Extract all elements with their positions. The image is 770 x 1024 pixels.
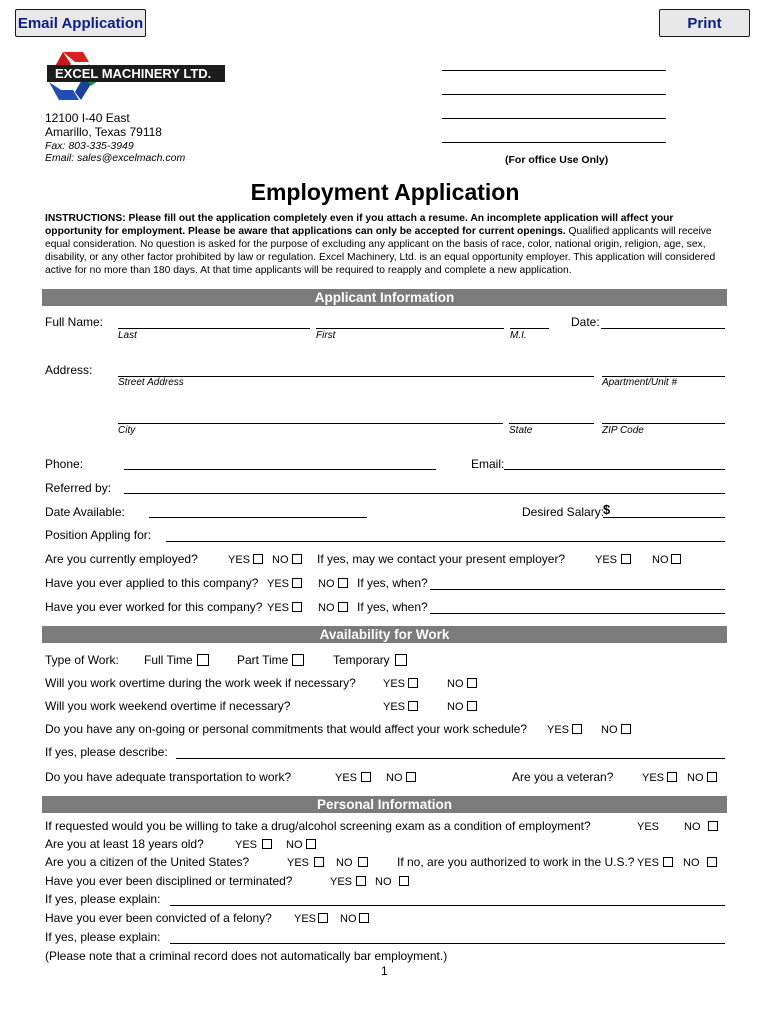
yes-label: YES: [294, 913, 317, 925]
no-label: NO: [318, 602, 335, 614]
company-address-line1: 12100 I-40 East: [45, 111, 130, 125]
veteran-yes-checkbox[interactable]: [667, 772, 677, 782]
office-use-line[interactable]: [442, 70, 666, 71]
q-felony: Have you ever been convicted of a felony?: [45, 911, 272, 925]
q-veteran: Are you a veteran?: [512, 770, 614, 784]
q-citizen: Are you a citizen of the United States?: [45, 855, 250, 869]
yes-label: YES: [335, 772, 358, 784]
no-label: NO: [272, 554, 289, 566]
q-currently-employed: Are you currently employed?: [45, 552, 198, 566]
worked-yes-checkbox[interactable]: [292, 602, 302, 612]
yes-label: YES: [228, 554, 251, 566]
yes-label: YES: [267, 602, 290, 614]
date-available-field[interactable]: [149, 517, 367, 518]
no-label: NO: [375, 876, 392, 888]
if-yes-explain-label: If yes, please explain:: [45, 930, 161, 944]
date-available-label: Date Available:: [45, 505, 125, 519]
no-label: NO: [683, 857, 700, 869]
desired-salary-label: Desired Salary:: [522, 505, 605, 519]
zip-caption: ZIP Code: [602, 425, 644, 436]
no-label: NO: [687, 772, 704, 784]
no-label: NO: [601, 724, 618, 736]
no-label: NO: [340, 913, 357, 925]
if-yes-describe-label: If yes, please describe:: [45, 745, 168, 759]
employed-yes-checkbox[interactable]: [253, 554, 263, 564]
section-header-applicant: Applicant Information: [42, 289, 727, 306]
position-field[interactable]: [166, 541, 725, 542]
if-yes-explain-label: If yes, please explain:: [45, 892, 161, 906]
apartment-caption: Apartment/Unit #: [602, 377, 678, 388]
applied-yes-checkbox[interactable]: [292, 578, 302, 588]
city-field[interactable]: [118, 423, 503, 424]
yes-label: YES: [235, 839, 258, 851]
transport-no-checkbox[interactable]: [406, 772, 416, 782]
no-label: NO: [684, 821, 701, 833]
yes-label: YES: [383, 678, 406, 690]
date-label: Date:: [571, 315, 600, 329]
instructions-bold: INSTRUCTIONS: Please fill out the application completely even if you attach a resume. An incomplete application will affect your opportunity for employment. Please be aware that applications can only be accepted for current openings.: [45, 213, 674, 237]
full-name-label: Full Name:: [45, 315, 104, 329]
q-age-18: Are you at least 18 years old?: [45, 837, 204, 851]
overtime-no-checkbox[interactable]: [467, 678, 477, 688]
last-name-field[interactable]: [118, 328, 310, 329]
if-yes-when-label: If yes, when?: [357, 600, 428, 614]
state-field[interactable]: [509, 423, 594, 424]
q-weekend-overtime: Will you work weekend overtime if necessary?: [45, 699, 291, 713]
applied-when-field[interactable]: [430, 589, 725, 590]
yes-label: YES: [383, 701, 406, 713]
office-use-line[interactable]: [442, 118, 666, 119]
type-of-work-label: Type of Work:: [45, 653, 119, 667]
age-yes-checkbox[interactable]: [262, 839, 272, 849]
criminal-record-note: (Please note that a criminal record does not automatically bar employment.): [45, 949, 448, 963]
instructions-text: Qualified applicants will receive equal consideration. No question is asked for the purpose of excluding any applicant on the basis of race, color, national origin, religion, age, sex, disability, or any other factor prohibited by law or regulation. Excel Machinery, Ltd. is an equal opportunity employer. This application will considered active for no more than 180 days. At that time applicants will be required to reapply and complete a new application.: [45, 226, 716, 276]
recycle-logo-icon: [45, 46, 227, 106]
referred-by-field[interactable]: [124, 493, 725, 494]
company-fax: Fax: 803-335-3949: [45, 140, 134, 152]
q-disciplined: Have you ever been disciplined or terminated?: [45, 874, 293, 888]
section-header-availability: Availability for Work: [42, 626, 727, 643]
contact-no-checkbox[interactable]: [671, 554, 681, 564]
company-email: Email: sales@excelmach.com: [45, 152, 186, 164]
position-label: Position Appling for:: [45, 528, 152, 542]
yes-label: YES: [287, 857, 310, 869]
company-logo: [45, 46, 227, 106]
email-application-button[interactable]: Email Application: [15, 9, 146, 37]
q-applied-before: Have you ever applied to this company?: [45, 576, 259, 590]
q-authorized: If no, are you authorized to work in the U.S.?: [397, 855, 635, 869]
felony-explain-field[interactable]: [170, 943, 725, 944]
disciplined-explain-field[interactable]: [170, 905, 725, 906]
part-time-checkbox[interactable]: [292, 654, 304, 666]
authorized-no-checkbox[interactable]: [707, 857, 717, 867]
temporary-label: Temporary: [333, 653, 390, 667]
q-transportation: Do you have adequate transportation to work?: [45, 770, 292, 784]
q-commitments: Do you have any on-going or personal commitments that would affect your work schedule?: [45, 722, 528, 736]
section-header-personal: Personal Information: [42, 796, 727, 813]
felony-no-checkbox[interactable]: [359, 913, 369, 923]
yes-label: YES: [637, 857, 660, 869]
last-name-caption: Last: [118, 330, 137, 341]
yes-label: YES: [637, 821, 660, 833]
full-time-label: Full Time: [144, 653, 193, 667]
yes-label: YES: [267, 578, 290, 590]
q-overtime: Will you work overtime during the work week if necessary?: [45, 676, 356, 690]
email-label: Email:: [471, 457, 505, 471]
yes-label: YES: [330, 876, 353, 888]
q-contact-employer: If yes, may we contact your present employer?: [317, 552, 566, 566]
weekend-yes-checkbox[interactable]: [408, 701, 418, 711]
disciplined-no-checkbox[interactable]: [399, 876, 409, 886]
yes-label: YES: [547, 724, 570, 736]
first-name-field[interactable]: [316, 328, 504, 329]
no-label: NO: [386, 772, 403, 784]
middle-initial-field[interactable]: [510, 328, 549, 329]
drug-no-checkbox[interactable]: [708, 821, 718, 831]
no-label: NO: [447, 701, 464, 713]
print-button[interactable]: Print: [659, 9, 750, 37]
authorized-yes-checkbox[interactable]: [663, 857, 673, 867]
email-field[interactable]: [504, 469, 725, 470]
date-field[interactable]: [601, 328, 725, 329]
applied-no-checkbox[interactable]: [338, 578, 348, 588]
no-label: NO: [336, 857, 353, 869]
svg-text:EXCEL MACHINERY LTD.: EXCEL MACHINERY LTD.: [55, 66, 212, 81]
citizen-yes-checkbox[interactable]: [314, 857, 324, 867]
city-caption: City: [118, 425, 136, 436]
address-label: Address:: [45, 363, 93, 377]
veteran-no-checkbox[interactable]: [707, 772, 717, 782]
page-title: Employment Application: [250, 179, 520, 205]
referred-by-label: Referred by:: [45, 481, 112, 495]
q-worked-before: Have you ever worked for this company?: [45, 600, 263, 614]
contact-yes-checkbox[interactable]: [621, 554, 631, 564]
citizen-no-checkbox[interactable]: [358, 857, 368, 867]
no-label: NO: [286, 839, 303, 851]
office-use-line[interactable]: [442, 94, 666, 95]
phone-field[interactable]: [124, 469, 436, 470]
no-label: NO: [652, 554, 669, 566]
worked-when-field[interactable]: [430, 613, 725, 614]
yes-label: YES: [642, 772, 665, 784]
yes-label: YES: [595, 554, 618, 566]
if-yes-when-label: If yes, when?: [357, 576, 428, 590]
street-address-field[interactable]: [118, 376, 594, 377]
company-address-line2: Amarillo, Texas 79118: [45, 125, 162, 139]
phone-label: Phone:: [45, 457, 84, 471]
desired-salary-field[interactable]: [603, 517, 725, 518]
full-time-checkbox[interactable]: [197, 654, 209, 666]
dollar-sign: $: [603, 502, 611, 517]
office-use-note: (For office Use Only): [505, 154, 609, 166]
transport-yes-checkbox[interactable]: [361, 772, 371, 782]
part-time-label: Part Time: [237, 653, 289, 667]
page-number: 1: [381, 964, 388, 978]
weekend-no-checkbox[interactable]: [467, 701, 477, 711]
no-label: NO: [318, 578, 335, 590]
commitments-no-checkbox[interactable]: [621, 724, 631, 734]
temporary-checkbox[interactable]: [395, 654, 407, 666]
employed-no-checkbox[interactable]: [292, 554, 302, 564]
street-address-caption: Street Address: [118, 377, 184, 388]
worked-no-checkbox[interactable]: [338, 602, 348, 612]
q-drug-screening: If requested would you be willing to take a drug/alcohol screening exam as a condition of employment?: [45, 819, 591, 833]
commitments-yes-checkbox[interactable]: [572, 724, 582, 734]
first-name-caption: First: [316, 330, 336, 341]
felony-yes-checkbox[interactable]: [318, 913, 328, 923]
office-use-line[interactable]: [442, 142, 666, 143]
disciplined-yes-checkbox[interactable]: [356, 876, 366, 886]
mi-caption: M.I.: [510, 330, 527, 341]
describe-field[interactable]: [176, 758, 725, 759]
state-caption: State: [509, 425, 533, 436]
instructions: [45, 212, 731, 277]
age-no-checkbox[interactable]: [306, 839, 316, 849]
no-label: NO: [447, 678, 464, 690]
zip-field[interactable]: [602, 423, 725, 424]
overtime-yes-checkbox[interactable]: [408, 678, 418, 688]
